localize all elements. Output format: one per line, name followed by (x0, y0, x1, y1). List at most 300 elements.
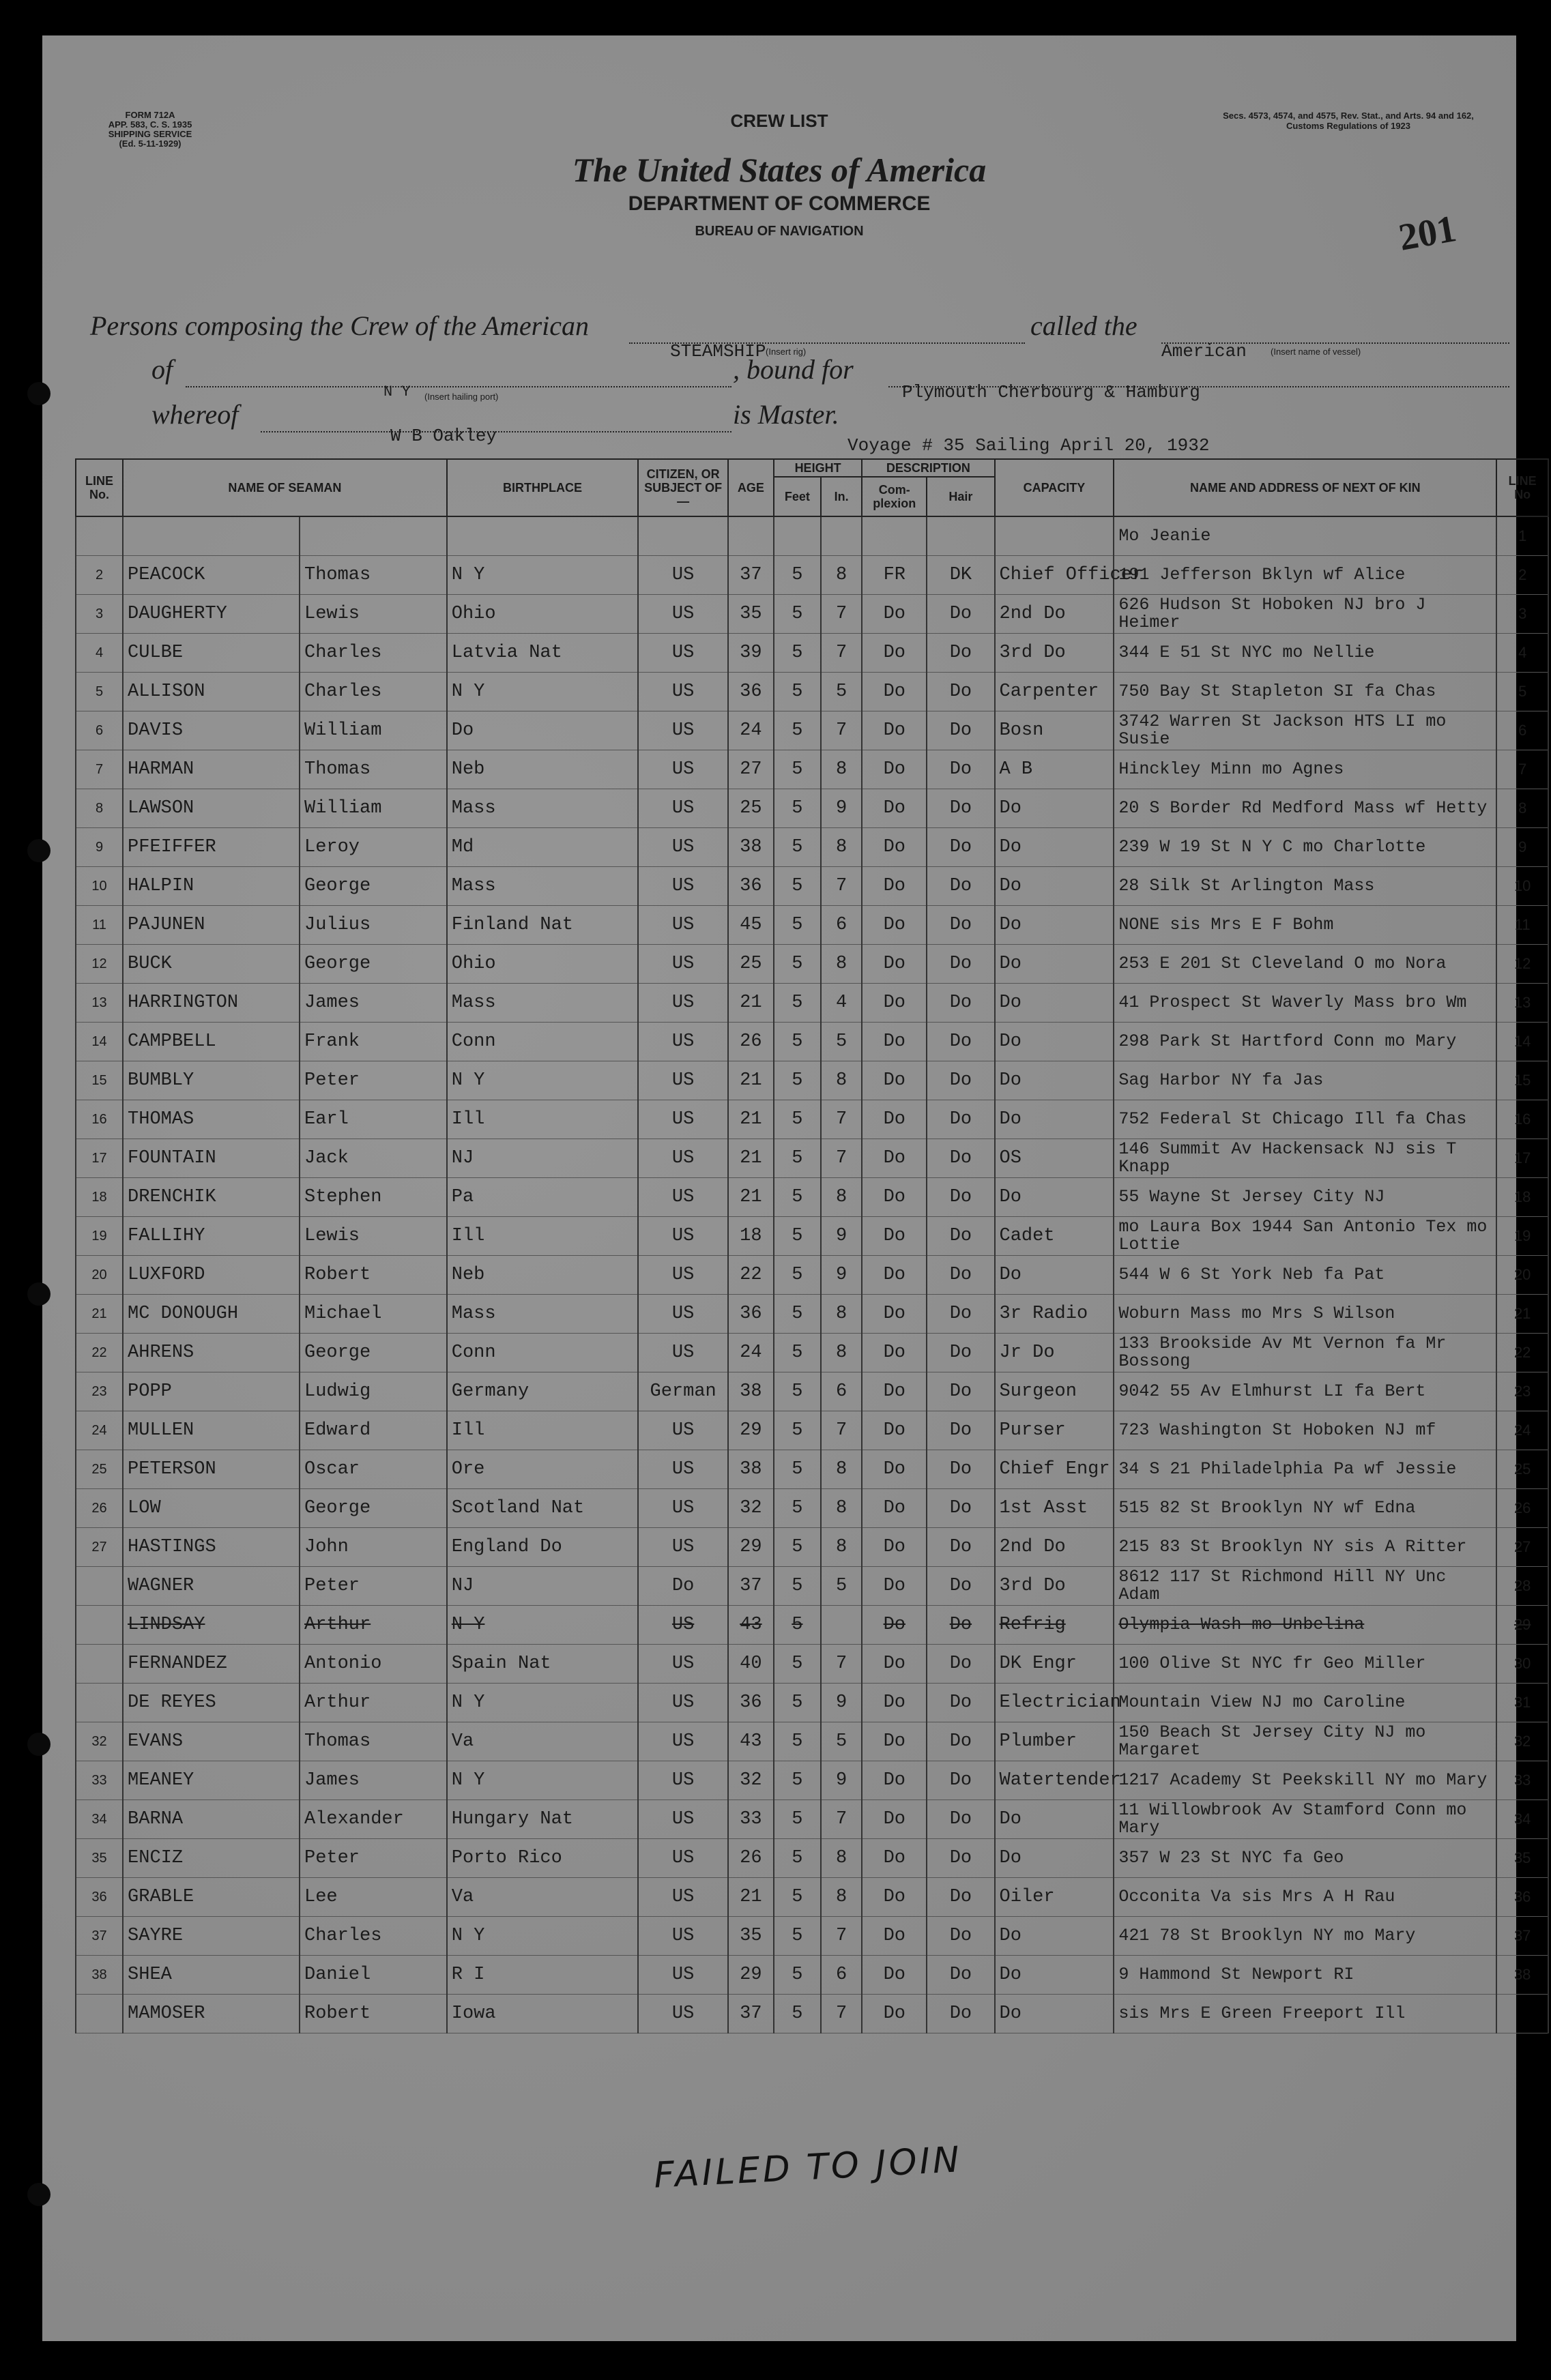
age: 33 (728, 1800, 774, 1839)
next-of-kin: 100 Olive St NYC fr Geo Miller (1114, 1645, 1496, 1684)
citizenship: US (638, 1956, 728, 1995)
capacity: Do (995, 1061, 1114, 1100)
citizenship: US (638, 711, 728, 750)
citizenship: US (638, 1178, 728, 1217)
height-inches: 7 (821, 1139, 862, 1178)
header-inches: In. (821, 477, 862, 516)
seaman-given-name: Frank (300, 1023, 447, 1061)
height-inches: 7 (821, 595, 862, 634)
row-line-number-right: 19 (1496, 1217, 1548, 1256)
complexion: Do (862, 1761, 927, 1800)
header-height: HEIGHT (774, 459, 862, 477)
seaman-surname: HASTINGS (123, 1528, 300, 1567)
complexion: Do (862, 1995, 927, 2033)
row-line-number (76, 516, 123, 556)
next-of-kin: 150 Beach St Jersey City NJ mo Margaret (1114, 1722, 1496, 1761)
birthplace (447, 516, 639, 556)
country-heading: The United States of America (572, 151, 987, 189)
birthplace: N Y (447, 556, 639, 595)
seaman-given-name: Ludwig (300, 1372, 447, 1411)
height-inches: 7 (821, 867, 862, 906)
next-of-kin: 421 78 St Brooklyn NY mo Mary (1114, 1917, 1496, 1956)
hair: Do (927, 906, 994, 945)
hair: Do (927, 789, 994, 828)
header-complexion: Com-plexion (862, 477, 927, 516)
height-inches: 7 (821, 711, 862, 750)
birthplace: Mass (447, 789, 639, 828)
citizenship: US (638, 1334, 728, 1372)
citizenship: US (638, 1023, 728, 1061)
master-name: W B Oakley (390, 426, 497, 446)
complexion: Do (862, 1606, 927, 1645)
birthplace: England Do (447, 1528, 639, 1567)
row-line-number-right: 26 (1496, 1489, 1548, 1528)
whereof-label: whereof (151, 399, 239, 430)
department-heading: DEPARTMENT OF COMMERCE (628, 192, 931, 215)
height-inches: 8 (821, 1061, 862, 1100)
age: 21 (728, 1878, 774, 1917)
header-kin: NAME AND ADDRESS OF NEXT OF KIN (1114, 459, 1496, 516)
next-of-kin: 146 Summit Av Hackensack NJ sis T Knapp (1114, 1139, 1496, 1178)
capacity: Do (995, 867, 1114, 906)
hair: Do (927, 1722, 994, 1761)
header-hair: Hair (927, 477, 994, 516)
row-line-number: 15 (76, 1061, 123, 1100)
row-line-number-right: 30 (1496, 1645, 1548, 1684)
complexion: Do (862, 634, 927, 673)
age: 39 (728, 634, 774, 673)
header-line-no-right: LINE No (1496, 459, 1548, 516)
seaman-surname: FERNANDEZ (123, 1645, 300, 1684)
next-of-kin: 626 Hudson St Hoboken NJ bro J Heimer (1114, 595, 1496, 634)
header-feet: Feet (774, 477, 821, 516)
row-line-number-right: 5 (1496, 673, 1548, 711)
complexion: Do (862, 1839, 927, 1878)
seaman-given-name: Michael (300, 1295, 447, 1334)
next-of-kin: 28 Silk St Arlington Mass (1114, 867, 1496, 906)
hair: Do (927, 1878, 994, 1917)
age: 36 (728, 673, 774, 711)
height-feet: 5 (774, 906, 821, 945)
capacity: Oiler (995, 1878, 1114, 1917)
birthplace: R I (447, 1956, 639, 1995)
seaman-given-name: Earl (300, 1100, 447, 1139)
height-feet: 5 (774, 867, 821, 906)
birthplace: Mass (447, 1295, 639, 1334)
table-row (76, 634, 1548, 673)
height-feet: 5 (774, 1956, 821, 1995)
seaman-given-name: Julius (300, 906, 447, 945)
hair: Do (927, 1956, 994, 1995)
complexion: Do (862, 789, 927, 828)
height-feet: 5 (774, 1489, 821, 1528)
row-line-number: 32 (76, 1722, 123, 1761)
citizenship: US (638, 1217, 728, 1256)
birthplace: Finland Nat (447, 906, 639, 945)
next-of-kin: Occonita Va sis Mrs A H Rau (1114, 1878, 1496, 1917)
row-line-number-right: 31 (1496, 1684, 1548, 1722)
height-inches: 8 (821, 1334, 862, 1372)
next-of-kin: 191 Jefferson Bklyn wf Alice (1114, 556, 1496, 595)
next-of-kin: 239 W 19 St N Y C mo Charlotte (1114, 828, 1496, 867)
citizenship: US (638, 1061, 728, 1100)
table-row (76, 1722, 1548, 1761)
complexion: Do (862, 1567, 927, 1606)
hair: Do (927, 711, 994, 750)
seaman-surname: POPP (123, 1372, 300, 1411)
complexion: Do (862, 750, 927, 789)
age: 37 (728, 556, 774, 595)
table-row (76, 1217, 1548, 1256)
complexion: Do (862, 1878, 927, 1917)
table-row (76, 750, 1548, 789)
next-of-kin: Woburn Mass mo Mrs S Wilson (1114, 1295, 1496, 1334)
hair: Do (927, 673, 994, 711)
row-line-number-right: 10 (1496, 867, 1548, 906)
table-row (76, 1411, 1548, 1450)
capacity: Carpenter (995, 673, 1114, 711)
birthplace: Latvia Nat (447, 634, 639, 673)
citizenship: German (638, 1372, 728, 1411)
hair: Do (927, 750, 994, 789)
master-label: is Master. (733, 399, 839, 430)
next-of-kin: mo Laura Box 1944 San Antonio Tex mo Lottie (1114, 1217, 1496, 1256)
row-line-number (76, 1567, 123, 1606)
seaman-given-name: James (300, 1761, 447, 1800)
seaman-surname: LOW (123, 1489, 300, 1528)
age: 37 (728, 1567, 774, 1606)
home-port: N Y (383, 383, 411, 400)
table-row (76, 828, 1548, 867)
height-feet: 5 (774, 1567, 821, 1606)
capacity: 3r Radio (995, 1295, 1114, 1334)
citizenship: US (638, 595, 728, 634)
row-line-number-right: 11 (1496, 906, 1548, 945)
row-line-number-right: 12 (1496, 945, 1548, 984)
age: 27 (728, 750, 774, 789)
hair (927, 516, 994, 556)
table-row (76, 1489, 1548, 1528)
height-inches: 8 (821, 1489, 862, 1528)
seaman-given-name: Alexander (300, 1800, 447, 1839)
seaman-surname: GRABLE (123, 1878, 300, 1917)
capacity: Do (995, 1178, 1114, 1217)
hair: Do (927, 1489, 994, 1528)
height-inches: 9 (821, 789, 862, 828)
seaman-surname: DAVIS (123, 711, 300, 750)
row-line-number: 25 (76, 1450, 123, 1489)
table-row (76, 1023, 1548, 1061)
capacity: Purser (995, 1411, 1114, 1450)
row-line-number: 7 (76, 750, 123, 789)
citizenship: US (638, 1489, 728, 1528)
table-row (76, 1178, 1548, 1217)
rig-note: (Insert rig) (766, 347, 807, 357)
row-line-number-right: 16 (1496, 1100, 1548, 1139)
seaman-given-name: Jack (300, 1139, 447, 1178)
capacity: Cadet (995, 1217, 1114, 1256)
next-of-kin: Olympia Wash mo Unbelina (1114, 1606, 1496, 1645)
age: 21 (728, 1100, 774, 1139)
row-line-number-right: 36 (1496, 1878, 1548, 1917)
row-line-number-right: 3 (1496, 595, 1548, 634)
height-inches: 5 (821, 1567, 862, 1606)
birthplace: Ill (447, 1411, 639, 1450)
crew-table (75, 458, 1549, 2033)
row-line-number-right: 22 (1496, 1334, 1548, 1372)
height-feet: 5 (774, 1606, 821, 1645)
citizenship: US (638, 673, 728, 711)
table-row (76, 1839, 1548, 1878)
complexion: Do (862, 1100, 927, 1139)
citizenship: US (638, 1256, 728, 1295)
height-feet: 5 (774, 1178, 821, 1217)
header-line-no: LINE No. (76, 459, 123, 516)
age: 32 (728, 1761, 774, 1800)
citizenship: US (638, 1528, 728, 1567)
citizenship: US (638, 1761, 728, 1800)
hair: Do (927, 984, 994, 1023)
seaman-surname: THOMAS (123, 1100, 300, 1139)
row-line-number-right: 29 (1496, 1606, 1548, 1645)
seaman-surname: ALLISON (123, 673, 300, 711)
table-row (76, 1684, 1548, 1722)
header-birthplace: BIRTHPLACE (447, 459, 639, 516)
complexion: Do (862, 1684, 927, 1722)
seaman-surname: FOUNTAIN (123, 1139, 300, 1178)
capacity: Chief Officer (995, 556, 1114, 595)
height-feet: 5 (774, 789, 821, 828)
seaman-surname: LINDSAY (123, 1606, 300, 1645)
row-line-number-right: 7 (1496, 750, 1548, 789)
capacity: Do (995, 945, 1114, 984)
citizenship: US (638, 906, 728, 945)
row-line-number-right: 34 (1496, 1800, 1548, 1839)
row-line-number: 35 (76, 1839, 123, 1878)
next-of-kin: 723 Washington St Hoboken NJ mf (1114, 1411, 1496, 1450)
height-feet: 5 (774, 1061, 821, 1100)
capacity: Do (995, 1917, 1114, 1956)
row-line-number: 20 (76, 1256, 123, 1295)
age: 29 (728, 1528, 774, 1567)
seaman-given-name: Robert (300, 1256, 447, 1295)
seaman-given-name: George (300, 1489, 447, 1528)
seaman-surname: BUCK (123, 945, 300, 984)
height-feet: 5 (774, 1722, 821, 1761)
seaman-surname: SHEA (123, 1956, 300, 1995)
height-inches: 8 (821, 750, 862, 789)
height-inches: 7 (821, 1800, 862, 1839)
row-line-number-right: 18 (1496, 1178, 1548, 1217)
age: 38 (728, 1450, 774, 1489)
table-row (76, 1334, 1548, 1372)
complexion: Do (862, 1450, 927, 1489)
row-line-number: 3 (76, 595, 123, 634)
height-inches: 8 (821, 1878, 862, 1917)
table-row (76, 1917, 1548, 1956)
row-line-number-right: 25 (1496, 1450, 1548, 1489)
height-feet: 5 (774, 1100, 821, 1139)
complexion: Do (862, 984, 927, 1023)
table-row (76, 867, 1548, 906)
capacity: Do (995, 1023, 1114, 1061)
hair: Do (927, 1995, 994, 2033)
row-line-number: 6 (76, 711, 123, 750)
height-feet: 5 (774, 1139, 821, 1178)
height-inches: 9 (821, 1256, 862, 1295)
complexion: Do (862, 1645, 927, 1684)
row-line-number-right (1496, 1995, 1548, 2033)
hair: Do (927, 1567, 994, 1606)
crew-list-page (42, 35, 1537, 2341)
seaman-surname: EVANS (123, 1722, 300, 1761)
birthplace: Scotland Nat (447, 1489, 639, 1528)
birthplace: Va (447, 1878, 639, 1917)
seaman-surname: MC DONOUGH (123, 1295, 300, 1334)
row-line-number: 16 (76, 1100, 123, 1139)
seaman-surname (123, 516, 300, 556)
age: 35 (728, 1917, 774, 1956)
capacity: Do (995, 1956, 1114, 1995)
birthplace: Conn (447, 1334, 639, 1372)
height-feet: 5 (774, 1450, 821, 1489)
bound-label: , bound for (733, 354, 854, 385)
row-line-number-right: 6 (1496, 711, 1548, 750)
height-inches: 8 (821, 1295, 862, 1334)
seaman-given-name: William (300, 789, 447, 828)
birthplace: Ill (447, 1100, 639, 1139)
row-line-number (76, 1684, 123, 1722)
next-of-kin: 344 E 51 St NYC mo Nellie (1114, 634, 1496, 673)
citizenship: US (638, 867, 728, 906)
capacity: Surgeon (995, 1372, 1114, 1411)
complexion: Do (862, 1061, 927, 1100)
table-row (76, 711, 1548, 750)
age: 24 (728, 711, 774, 750)
height-inches: 5 (821, 1023, 862, 1061)
citizenship: US (638, 1100, 728, 1139)
citizenship: US (638, 1411, 728, 1450)
capacity: Do (995, 1800, 1114, 1839)
row-line-number-right: 20 (1496, 1256, 1548, 1295)
citizenship: US (638, 1684, 728, 1722)
row-line-number-right: 14 (1496, 1023, 1548, 1061)
height-feet: 5 (774, 1761, 821, 1800)
table-row (76, 1528, 1548, 1567)
row-line-number-right: 33 (1496, 1761, 1548, 1800)
seaman-given-name: Peter (300, 1567, 447, 1606)
height-feet: 5 (774, 1645, 821, 1684)
birthplace: Mass (447, 867, 639, 906)
age: 38 (728, 1372, 774, 1411)
capacity: Do (995, 1995, 1114, 2033)
seaman-surname: MEANEY (123, 1761, 300, 1800)
seaman-given-name: Charles (300, 1917, 447, 1956)
crew-rows (76, 516, 1548, 2033)
height-feet: 5 (774, 750, 821, 789)
header-name: NAME OF SEAMAN (123, 459, 447, 516)
next-of-kin: 8612 117 St Richmond Hill NY Unc Adam (1114, 1567, 1496, 1606)
seaman-surname: LAWSON (123, 789, 300, 828)
table-row (76, 595, 1548, 634)
age: 21 (728, 984, 774, 1023)
age: 18 (728, 1217, 774, 1256)
row-line-number-right: 35 (1496, 1839, 1548, 1878)
hair: Do (927, 595, 994, 634)
complexion: Do (862, 1528, 927, 1567)
height-inches: 7 (821, 1917, 862, 1956)
capacity: OS (995, 1139, 1114, 1178)
complexion: Do (862, 1489, 927, 1528)
hair: Do (927, 634, 994, 673)
next-of-kin: 515 82 St Brooklyn NY wf Edna (1114, 1489, 1496, 1528)
age: 45 (728, 906, 774, 945)
row-line-number: 10 (76, 867, 123, 906)
age: 24 (728, 1334, 774, 1372)
citizenship: US (638, 1450, 728, 1489)
age: 32 (728, 1489, 774, 1528)
seaman-surname: DE REYES (123, 1684, 300, 1722)
birthplace: N Y (447, 673, 639, 711)
birthplace: Spain Nat (447, 1645, 639, 1684)
capacity: Do (995, 828, 1114, 867)
seaman-given-name: Antonio (300, 1645, 447, 1684)
height-inches: 6 (821, 906, 862, 945)
table-row (76, 1567, 1548, 1606)
table-row (76, 1256, 1548, 1295)
header-description: DESCRIPTION (862, 459, 994, 477)
capacity: Watertender (995, 1761, 1114, 1800)
birthplace: N Y (447, 1917, 639, 1956)
bureau-heading: BUREAU OF NAVIGATION (695, 224, 864, 239)
height-inches: 5 (821, 673, 862, 711)
birthplace: N Y (447, 1061, 639, 1100)
hair: Do (927, 867, 994, 906)
row-line-number-right: 24 (1496, 1411, 1548, 1450)
row-line-number-right: 38 (1496, 1956, 1548, 1995)
citizenship: US (638, 750, 728, 789)
capacity: Do (995, 906, 1114, 945)
seaman-given-name: Peter (300, 1061, 447, 1100)
capacity: Refrig (995, 1606, 1114, 1645)
age: 21 (728, 1178, 774, 1217)
capacity: Jr Do (995, 1334, 1114, 1372)
birthplace: Va (447, 1722, 639, 1761)
row-line-number: 18 (76, 1178, 123, 1217)
header-citizen: CITIZEN, OR SUBJECT OF— (638, 459, 728, 516)
row-line-number: 27 (76, 1528, 123, 1567)
citizenship: US (638, 1645, 728, 1684)
seaman-surname: CULBE (123, 634, 300, 673)
height-inches (821, 516, 862, 556)
table-row (76, 1450, 1548, 1489)
complexion: Do (862, 1917, 927, 1956)
birthplace: NJ (447, 1139, 639, 1178)
age: 43 (728, 1606, 774, 1645)
next-of-kin: Mountain View NJ mo Caroline (1114, 1684, 1496, 1722)
row-line-number: 24 (76, 1411, 123, 1450)
row-line-number-right: 13 (1496, 984, 1548, 1023)
seaman-given-name: George (300, 1334, 447, 1372)
complexion: Do (862, 1178, 927, 1217)
height-feet: 5 (774, 1917, 821, 1956)
table-row (76, 1761, 1548, 1800)
seaman-surname: CAMPBELL (123, 1023, 300, 1061)
complexion: Do (862, 945, 927, 984)
height-feet: 5 (774, 945, 821, 984)
table-row (76, 1800, 1548, 1839)
capacity: Chief Engr (995, 1450, 1114, 1489)
